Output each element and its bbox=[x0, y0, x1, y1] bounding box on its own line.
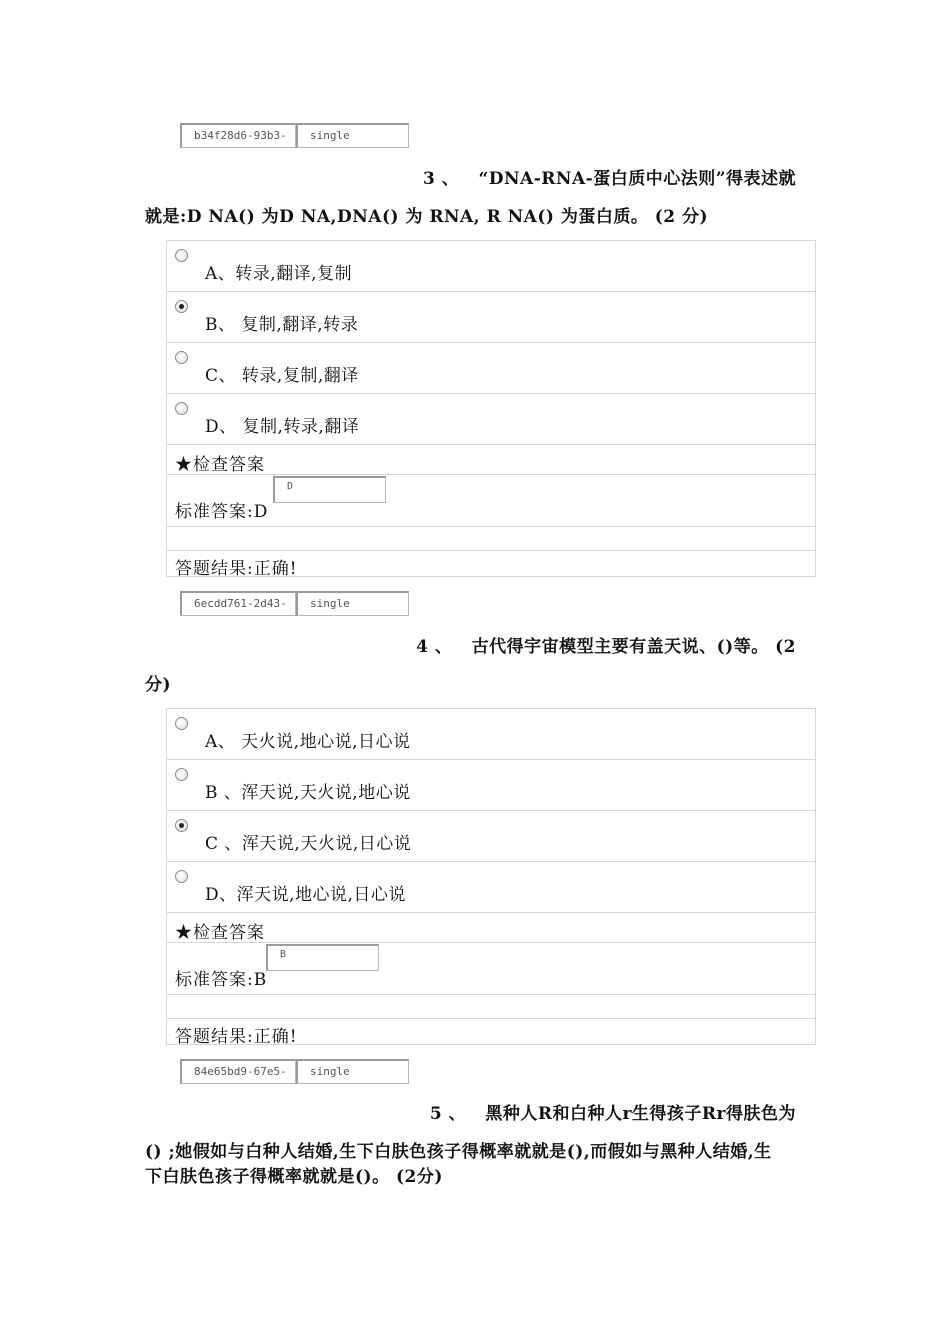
radio-button[interactable] bbox=[175, 768, 188, 781]
standard-answer-row bbox=[167, 475, 815, 527]
standard-answer-row bbox=[167, 943, 815, 995]
question-stem-line1 bbox=[423, 164, 796, 189]
answer-result: 答题结果:正确! bbox=[175, 559, 298, 579]
question-id-row bbox=[180, 591, 409, 618]
option-b[interactable] bbox=[167, 292, 815, 343]
radio-button-selected[interactable] bbox=[175, 300, 188, 313]
option-c[interactable] bbox=[167, 343, 815, 394]
option-label: A、 天火说,地心说,日心说 bbox=[205, 732, 411, 752]
option-label: D、浑天说,地心说,日心说 bbox=[205, 885, 406, 905]
question-stem-line3: 下白肤色孩子得概率就就是()。 (2分) bbox=[145, 1167, 443, 1187]
option-a[interactable] bbox=[167, 241, 815, 292]
question-id-field: 84e65bd9-67e5- bbox=[180, 1059, 296, 1084]
standard-answer-label: 标准答案:B bbox=[175, 970, 268, 990]
spacer-row bbox=[167, 995, 815, 1019]
radio-button[interactable] bbox=[175, 717, 188, 730]
radio-button[interactable] bbox=[175, 402, 188, 415]
check-answer-link[interactable]: ★检查答案 bbox=[167, 445, 815, 475]
question-number: 5 、 bbox=[429, 1104, 467, 1124]
option-label: D、 复制,转录,翻译 bbox=[205, 417, 360, 437]
question-type-field: single bbox=[296, 1059, 409, 1084]
radio-button[interactable] bbox=[175, 351, 188, 364]
option-label: B、 复制,翻译,转录 bbox=[205, 315, 359, 335]
question-stem-line2: () ;她假如与白种人结婚,生下白肤色孩子得概率就就是(),而假如与黑种人结婚,生 bbox=[145, 1142, 772, 1162]
question-answer-box bbox=[166, 708, 816, 1045]
answer-result: 答题结果:正确! bbox=[175, 1027, 298, 1047]
option-a[interactable] bbox=[167, 709, 815, 760]
question-stem-line1 bbox=[416, 632, 796, 657]
question-number: 3 、 bbox=[422, 169, 460, 189]
question-stem-line2: 就是:D NA() 为D NA,DNA() 为 RNA, R NA() 为蛋白质。 (2 分) bbox=[145, 207, 709, 227]
question-id-field: 6ecdd761-2d43- bbox=[180, 591, 296, 616]
option-label: C 、浑天说,天火说,日心说 bbox=[205, 834, 412, 854]
standard-answer-field: B bbox=[266, 944, 379, 971]
question-stem-text: 黑种人R和白种人r生得孩子Rr得肤色为 bbox=[485, 1104, 796, 1124]
question-id-field: b34f28d6-93b3- bbox=[180, 123, 296, 148]
option-b[interactable] bbox=[167, 760, 815, 811]
option-d[interactable] bbox=[167, 394, 815, 445]
radio-button[interactable] bbox=[175, 870, 188, 883]
question-id-row bbox=[180, 1059, 409, 1086]
question-type-field: single bbox=[296, 591, 409, 616]
question-stem-text: 古代得宇宙模型主要有盖天说、()等。 (2 bbox=[471, 637, 796, 657]
question-answer-box bbox=[166, 240, 816, 577]
option-d[interactable] bbox=[167, 862, 815, 913]
standard-answer-field: D bbox=[273, 476, 386, 503]
question-stem-text: “DNA-RNA-蛋白质中心法则”得表述就 bbox=[478, 169, 796, 189]
spacer-row bbox=[167, 527, 815, 551]
option-label: C、 转录,复制,翻译 bbox=[205, 366, 359, 386]
radio-button-selected[interactable] bbox=[175, 819, 188, 832]
option-label: A、转录,翻译,复制 bbox=[205, 264, 353, 284]
question-stem-line1 bbox=[430, 1099, 796, 1124]
option-c[interactable] bbox=[167, 811, 815, 862]
question-id-row bbox=[180, 123, 409, 150]
option-label: B 、浑天说,天火说,地心说 bbox=[205, 783, 411, 803]
question-stem-line2: 分) bbox=[145, 675, 172, 695]
question-type-field: single bbox=[296, 123, 409, 148]
check-answer-link[interactable]: ★检查答案 bbox=[167, 913, 815, 943]
question-number: 4 、 bbox=[416, 637, 453, 657]
radio-button[interactable] bbox=[175, 249, 188, 262]
standard-answer-label: 标准答案:D bbox=[175, 502, 269, 522]
